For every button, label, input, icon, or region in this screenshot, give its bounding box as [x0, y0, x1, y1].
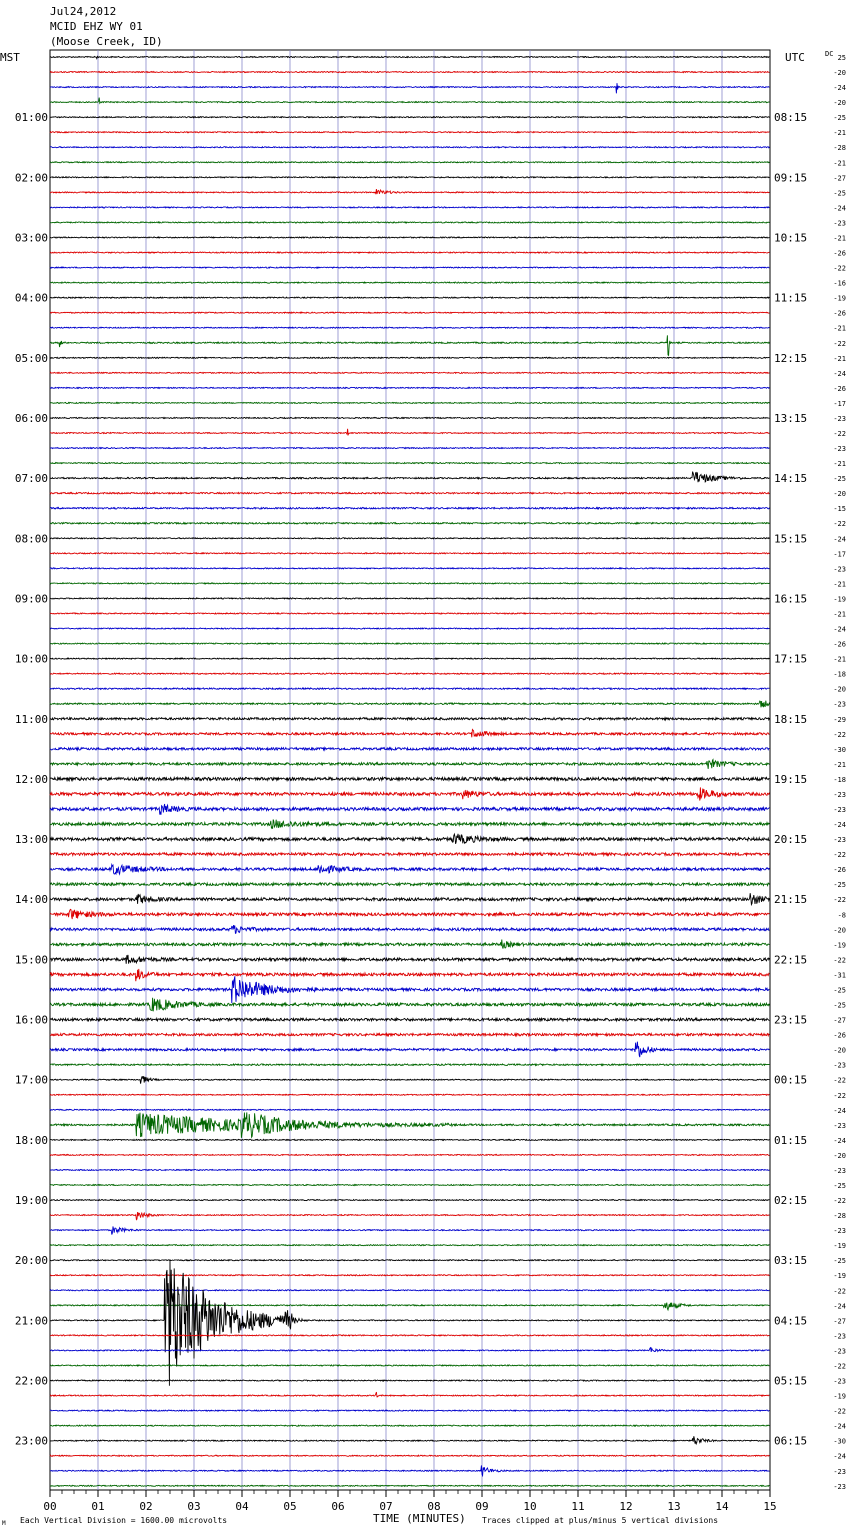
- dc-offset-label: -21: [833, 129, 846, 138]
- trace-58: [50, 925, 769, 933]
- x-tick-label: 13: [667, 1500, 681, 1513]
- trace-38: [50, 628, 769, 629]
- dc-offset-label: -20: [833, 926, 846, 935]
- dc-offset-label: -23: [833, 1332, 846, 1341]
- right-hour-label: 08:15: [774, 111, 808, 125]
- dc-offset-label: -8: [837, 911, 846, 920]
- trace-21: [50, 372, 769, 373]
- dc-offset-label: -24: [833, 84, 846, 93]
- right-hour-label: 11:15: [774, 291, 808, 305]
- trace-72: [50, 1139, 769, 1140]
- trace-67: [50, 1064, 769, 1066]
- left-timezone-label: MST: [0, 51, 20, 64]
- dc-offset-label: -21: [833, 760, 846, 769]
- left-hour-label: 14:00: [14, 893, 48, 907]
- trace-47: [50, 760, 769, 769]
- right-hour-label: 00:15: [774, 1073, 808, 1087]
- dc-offset-label: -22: [833, 956, 846, 965]
- dc-offset-label: -29: [833, 715, 846, 724]
- trace-3: [50, 98, 769, 104]
- x-tick-label: 09: [475, 1500, 489, 1513]
- dc-offset-label: -20: [833, 99, 846, 108]
- dc-offset-label: -22: [833, 520, 846, 529]
- left-hour-label: 17:00: [14, 1073, 48, 1087]
- right-hour-label: 10:15: [774, 231, 808, 245]
- trace-41: [50, 673, 769, 674]
- trace-84: [50, 1259, 769, 1386]
- right-hour-label: 15:15: [774, 532, 808, 546]
- dc-offset-label: -20: [833, 1151, 846, 1160]
- dc-offset-label: -27: [833, 1016, 846, 1025]
- dc-offset-label: -24: [833, 1136, 846, 1145]
- trace-43: [50, 701, 769, 708]
- x-tick-label: 12: [619, 1500, 633, 1513]
- left-hour-label: 04:00: [14, 291, 48, 305]
- right-timezone-label: UTC: [785, 51, 805, 64]
- trace-94: [50, 1465, 769, 1475]
- x-tick-label: 14: [715, 1500, 729, 1513]
- trace-59: [50, 940, 769, 949]
- left-hour-label: 20:00: [14, 1254, 48, 1268]
- trace-54: [50, 865, 769, 874]
- right-hour-label: 18:15: [774, 712, 808, 726]
- dc-offset-label: -22: [833, 339, 846, 348]
- dc-offset-label: -20: [833, 685, 846, 694]
- trace-60: [50, 955, 769, 964]
- trace-35: [50, 583, 769, 584]
- trace-5: [50, 132, 769, 133]
- right-hour-label: 13:15: [774, 411, 808, 425]
- right-hour-label: 17:15: [774, 652, 808, 666]
- dc-offset-label: -22: [833, 1362, 846, 1371]
- dc-offset-label: -24: [833, 625, 846, 634]
- right-hour-labels: [774, 111, 807, 1448]
- trace-1: [50, 71, 769, 72]
- trace-7: [50, 162, 769, 163]
- dc-offset-label: -23: [833, 1347, 846, 1356]
- trace-62: [50, 976, 769, 1003]
- header-location: (Moose Creek, ID): [50, 35, 163, 48]
- left-hour-label: 13:00: [14, 833, 48, 847]
- dc-offset-label: -23: [833, 1467, 846, 1476]
- dc-offset-label: -24: [833, 1422, 846, 1431]
- trace-20: [50, 357, 769, 358]
- trace-51: [50, 819, 769, 828]
- trace-19: [50, 335, 769, 355]
- trace-33: [50, 553, 769, 554]
- dc-offset-label: -24: [833, 204, 846, 213]
- dc-offset-label: -24: [833, 1302, 846, 1311]
- x-tick-label: 10: [523, 1500, 537, 1513]
- trace-89: [50, 1392, 769, 1397]
- left-hour-label: 02:00: [14, 171, 48, 185]
- dc-offset-label: -23: [833, 836, 846, 845]
- dc-offset-label: -21: [833, 610, 846, 619]
- dc-offset-label: -26: [833, 866, 846, 875]
- dc-offset-label: -25: [833, 1257, 846, 1266]
- x-tick-label: 00: [43, 1500, 57, 1513]
- x-axis-label: TIME (MINUTES): [373, 1512, 466, 1525]
- dc-offset-label: -22: [833, 264, 846, 273]
- right-hour-label: 16:15: [774, 592, 808, 606]
- dc-offset-label: -17: [833, 550, 846, 559]
- dc-offset-label: -19: [833, 1242, 846, 1251]
- right-hour-label: 12:15: [774, 351, 808, 365]
- dc-offset-label: -25: [833, 1001, 846, 1010]
- x-tick-label: 02: [139, 1500, 153, 1513]
- x-tick-label: 03: [187, 1500, 201, 1513]
- trace-55: [50, 883, 769, 886]
- dc-offset-label: -23: [833, 1121, 846, 1130]
- trace-14: [50, 267, 769, 268]
- dc-offset-label: -23: [833, 700, 846, 709]
- trace-93: [50, 1455, 769, 1456]
- trace-61: [50, 969, 769, 981]
- dc-offset-label: -24: [833, 535, 846, 544]
- trace-9: [50, 189, 769, 194]
- trace-73: [50, 1154, 769, 1155]
- dc-offset-label: -21: [833, 655, 846, 664]
- trace-88: [50, 1380, 769, 1381]
- trace-37: [50, 613, 769, 614]
- dc-offset-label: -31: [833, 971, 846, 980]
- dc-offset-label: -26: [833, 640, 846, 649]
- dc-offset-label: -21: [833, 159, 846, 168]
- trace-48: [50, 777, 769, 780]
- x-tick-label: 05: [283, 1500, 297, 1513]
- trace-16: [50, 297, 769, 298]
- dc-offset-label: -24: [833, 1106, 846, 1115]
- dc-offset-label: -23: [833, 1482, 846, 1491]
- dc-offset-label: -20: [833, 69, 846, 78]
- left-hour-label: 19:00: [14, 1194, 48, 1208]
- dc-offset-label: -23: [833, 219, 846, 228]
- dc-label: DC: [825, 50, 834, 58]
- dc-offset-label: -19: [833, 941, 846, 950]
- trace-80: [50, 1260, 769, 1261]
- dc-offset-label: -23: [833, 806, 846, 814]
- trace-63: [50, 998, 769, 1012]
- trace-31: [50, 523, 769, 524]
- dc-offset-label: -16: [833, 279, 846, 288]
- dc-offset-label: -17: [833, 399, 846, 408]
- trace-44: [50, 718, 769, 720]
- dc-offset-label: -23: [833, 414, 846, 423]
- left-hour-label: 22:00: [14, 1374, 48, 1388]
- trace-45: [50, 729, 769, 737]
- trace-82: [50, 1290, 769, 1291]
- trace-46: [50, 748, 769, 750]
- dc-offset-label: -25: [833, 986, 846, 995]
- trace-group: [50, 56, 769, 1486]
- dc-offset-label: -28: [833, 1212, 846, 1221]
- trace-53: [50, 853, 769, 856]
- dc-offset-label: -23: [833, 790, 846, 799]
- dc-offset-label: -25: [833, 881, 846, 890]
- dc-offset-label: -27: [833, 174, 846, 183]
- trace-40: [50, 658, 769, 659]
- trace-0: [50, 56, 769, 58]
- dc-offset-label: -22: [833, 730, 846, 739]
- trace-22: [50, 387, 769, 388]
- dc-offset-label: -22: [833, 1076, 846, 1085]
- dc-offset-label: -23: [833, 1061, 846, 1070]
- dc-offset-label: -23: [833, 1377, 846, 1386]
- trace-28: [50, 472, 769, 483]
- trace-71: [50, 1112, 769, 1137]
- dc-offset-label: -24: [833, 1452, 846, 1461]
- right-hour-label: 23:15: [774, 1013, 808, 1027]
- dc-offset-label: -25: [833, 1182, 846, 1190]
- dc-offset-label: 25: [837, 54, 846, 62]
- trace-92: [50, 1436, 769, 1444]
- dc-offset-label: -26: [833, 384, 846, 393]
- scale-note: Each Vertical Division = 1600.00 microvolts: [20, 1516, 228, 1525]
- plot-frame: [50, 50, 770, 1490]
- left-hour-label: 16:00: [14, 1013, 48, 1027]
- trace-78: [50, 1226, 769, 1234]
- left-hour-label: 10:00: [14, 652, 48, 666]
- trace-15: [50, 282, 769, 283]
- trace-26: [50, 447, 769, 448]
- left-hour-label: 01:00: [14, 111, 48, 125]
- dc-offset-label: -30: [833, 1437, 846, 1446]
- dc-offset-label: -21: [833, 354, 846, 363]
- trace-25: [50, 429, 769, 435]
- dc-offset-label: -30: [833, 745, 846, 754]
- right-hour-label: 03:15: [774, 1254, 808, 1268]
- trace-57: [50, 909, 769, 919]
- right-hour-label: 09:15: [774, 171, 808, 185]
- trace-39: [50, 643, 769, 644]
- left-hour-label: 08:00: [14, 532, 48, 546]
- trace-24: [50, 417, 769, 418]
- trace-52: [50, 834, 769, 844]
- trace-77: [50, 1212, 769, 1220]
- x-tick-label: 06: [331, 1500, 345, 1513]
- left-hour-label: 05:00: [14, 351, 48, 365]
- trace-2: [50, 83, 769, 93]
- dc-offset-label: -23: [833, 565, 846, 574]
- trace-75: [50, 1184, 769, 1185]
- trace-50: [50, 804, 769, 815]
- left-hour-label: 11:00: [14, 712, 48, 726]
- x-tick-label: 15: [763, 1500, 777, 1513]
- dc-offset-label: -22: [833, 1091, 846, 1100]
- trace-23: [50, 402, 769, 403]
- dc-offset-label: -19: [833, 294, 846, 303]
- dc-offset-label: -23: [833, 445, 846, 454]
- trace-10: [50, 207, 769, 208]
- corner-mark: M: [2, 1520, 6, 1527]
- left-hour-label: 12:00: [14, 772, 48, 786]
- right-hour-label: 20:15: [774, 833, 808, 847]
- left-hour-label: 21:00: [14, 1314, 48, 1328]
- trace-69: [50, 1094, 769, 1095]
- trace-70: [50, 1109, 769, 1110]
- trace-29: [50, 492, 769, 493]
- trace-6: [50, 147, 769, 148]
- trace-91: [50, 1425, 769, 1426]
- trace-12: [50, 237, 769, 238]
- trace-27: [50, 463, 769, 464]
- left-hour-label: 03:00: [14, 231, 48, 245]
- trace-49: [50, 787, 769, 800]
- x-axis-ticks: [43, 1490, 776, 1513]
- x-tick-label: 04: [235, 1500, 249, 1513]
- dc-offset-label: -25: [833, 114, 846, 123]
- right-hour-label: 04:15: [774, 1314, 808, 1328]
- dc-offset-label: -22: [833, 896, 846, 905]
- dc-offset-label: -22: [833, 430, 846, 438]
- trace-74: [50, 1169, 769, 1170]
- left-hour-label: 18:00: [14, 1133, 48, 1147]
- trace-64: [50, 1018, 769, 1021]
- trace-81: [50, 1275, 769, 1276]
- x-tick-label: 01: [91, 1500, 105, 1513]
- dc-offset-label: -21: [833, 234, 846, 243]
- right-hour-label: 22:15: [774, 953, 808, 967]
- dc-offset-label: -19: [833, 595, 846, 604]
- trace-76: [50, 1199, 769, 1200]
- trace-68: [50, 1076, 769, 1083]
- x-tick-label: 08: [427, 1500, 441, 1513]
- dc-offset-label: -24: [833, 821, 846, 830]
- left-hour-label: 23:00: [14, 1434, 48, 1448]
- dc-offset-label: -18: [833, 670, 846, 679]
- trace-34: [50, 568, 769, 569]
- trace-8: [50, 177, 769, 178]
- dc-offset-label: -22: [833, 1407, 846, 1416]
- trace-18: [50, 327, 769, 328]
- right-hour-label: 05:15: [774, 1374, 808, 1388]
- left-hour-label: 07:00: [14, 472, 48, 486]
- right-hour-label: 19:15: [774, 772, 808, 786]
- dc-offset-label: -20: [833, 1046, 846, 1055]
- dc-offset-label: -15: [833, 505, 846, 514]
- dc-offset-label: -23: [833, 1227, 846, 1236]
- header-date: Jul24,2012: [50, 5, 117, 18]
- dc-offset-label: -22: [833, 1197, 846, 1206]
- right-hour-label: 02:15: [774, 1194, 808, 1208]
- dc-offset-label: -20: [833, 490, 846, 499]
- trace-79: [50, 1245, 769, 1246]
- trace-87: [50, 1365, 769, 1366]
- right-hour-label: 14:15: [774, 472, 808, 486]
- trace-83: [50, 1303, 769, 1310]
- trace-86: [50, 1348, 769, 1352]
- dc-offset-label: -21: [833, 324, 846, 333]
- trace-85: [50, 1335, 769, 1336]
- dc-offset-label: -21: [833, 580, 846, 589]
- trace-30: [50, 507, 769, 509]
- trace-13: [50, 252, 769, 253]
- trace-66: [50, 1042, 769, 1057]
- dc-offset-label: -22: [833, 851, 846, 860]
- dc-offset-label: -28: [833, 144, 846, 153]
- dc-offset-label: -23: [833, 1166, 846, 1175]
- dc-offset-label: -18: [833, 775, 846, 784]
- trace-65: [50, 1033, 769, 1035]
- dc-offset-label: -26: [833, 249, 846, 258]
- dc-offset-label: -22: [833, 1287, 846, 1296]
- trace-32: [50, 538, 769, 539]
- dc-offset-label: -19: [833, 1272, 846, 1281]
- trace-17: [50, 312, 769, 313]
- dc-offset-label: -27: [833, 1317, 846, 1326]
- trace-11: [50, 222, 769, 223]
- x-tick-label: 11: [571, 1500, 585, 1513]
- dc-offset-label: -26: [833, 1031, 846, 1040]
- left-hour-label: 09:00: [14, 592, 48, 606]
- trace-4: [50, 117, 769, 118]
- right-hour-label: 01:15: [774, 1133, 808, 1147]
- left-hour-label: 06:00: [14, 411, 48, 425]
- dc-offset-label: -19: [833, 1392, 846, 1401]
- right-hour-label: 06:15: [774, 1434, 808, 1448]
- left-hour-labels: [15, 111, 48, 1448]
- header-station: MCID EHZ WY 01: [50, 20, 143, 33]
- dc-offset-label: -26: [833, 309, 846, 318]
- dc-offset-labels: [833, 54, 846, 1491]
- left-hour-label: 15:00: [14, 953, 48, 967]
- clip-note: Traces clipped at plus/minus 5 vertical divisions: [482, 1516, 719, 1525]
- trace-56: [50, 893, 769, 904]
- dc-offset-label: -25: [833, 475, 846, 484]
- trace-42: [50, 688, 769, 689]
- dc-offset-label: -25: [833, 189, 846, 198]
- grid-lines: [98, 50, 722, 1490]
- dc-offset-label: -24: [833, 369, 846, 378]
- right-hour-label: 21:15: [774, 893, 808, 907]
- dc-offset-label: -21: [833, 460, 846, 469]
- x-tick-label: 07: [379, 1500, 393, 1513]
- trace-90: [50, 1410, 769, 1411]
- trace-95: [50, 1485, 769, 1486]
- trace-36: [50, 598, 769, 599]
